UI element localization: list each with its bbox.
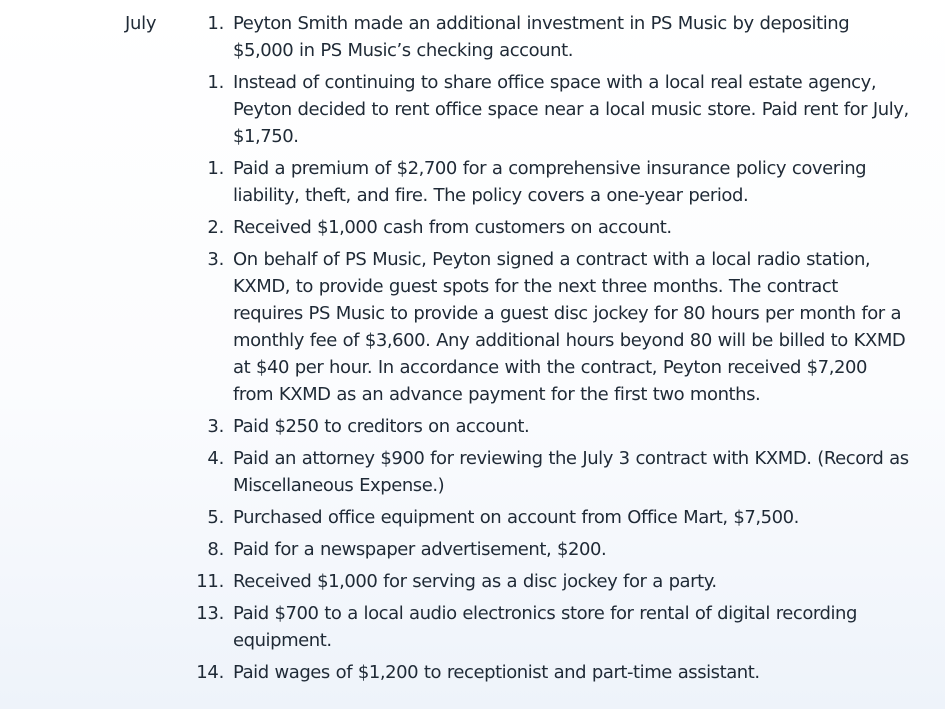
transaction-text: Paid $700 to a local audio electronics store for rental of digital recording equipment. [233, 603, 857, 651]
transaction-entry [190, 568, 910, 595]
transaction-day: 13. [196, 603, 224, 624]
transaction-text: On behalf of PS Music, Peyton signed a contract with a local radio station, KXMD, to provide guest spots for the next three months. The contract requires PS Music to provide a guest disc jockey for 80 hours per month for a monthly fee of $3,600. Any additional hours beyond 80 will be billed to KXMD at $40 per hour. In accordance with the contract, Peyton received $7,200 from KXMD as an advance payment for the first two months. [233, 249, 906, 405]
month-label: July [125, 13, 157, 34]
transaction-day: 3. [207, 249, 224, 270]
transaction-entry [190, 659, 910, 686]
transaction-text: Purchased office equipment on account from Office Mart, $7,500. [233, 507, 799, 528]
transaction-entry [190, 155, 910, 209]
transaction-day: 8. [207, 539, 224, 560]
transaction-day: 11. [196, 571, 224, 592]
transaction-entry [190, 445, 910, 499]
transaction-text: Paid a premium of $2,700 for a comprehensive insurance policy covering liability, theft, and fire. The policy covers a one-year period. [233, 158, 867, 206]
transaction-entry [190, 214, 910, 241]
transaction-text: Received $1,000 for serving as a disc jockey for a party. [233, 571, 717, 592]
transaction-day: 2. [207, 217, 224, 238]
transaction-entry [190, 246, 910, 408]
transaction-day: 1. [207, 72, 224, 93]
transaction-text: Paid wages of $1,200 to receptionist and part-time assistant. [233, 662, 760, 683]
transaction-day: 14. [196, 662, 224, 683]
transaction-day: 3. [207, 416, 224, 437]
transaction-day: 1. [207, 158, 224, 179]
transaction-entry [190, 600, 910, 654]
transaction-text: Received $1,000 cash from customers on account. [233, 217, 672, 238]
transaction-text: Peyton Smith made an additional investment in PS Music by depositing $5,000 in PS Music’s checking account. [233, 13, 850, 61]
transaction-entry [190, 504, 910, 531]
transaction-entry [190, 69, 910, 150]
transaction-text: Paid an attorney $900 for reviewing the July 3 contract with KXMD. (Record as Miscellaneous Expense.) [233, 448, 909, 496]
transaction-text: Instead of continuing to share office space with a local real estate agency, Peyton decided to rent office space near a local music store. Paid rent for July, $1,750. [233, 72, 909, 147]
transaction-day: 4. [207, 448, 224, 469]
transaction-entry [190, 413, 910, 440]
transaction-entry [190, 536, 910, 563]
transaction-text: Paid $250 to creditors on account. [233, 416, 530, 437]
transaction-entry [190, 10, 910, 64]
transaction-day: 5. [207, 507, 224, 528]
transaction-text: Paid for a newspaper advertisement, $200. [233, 539, 607, 560]
transaction-list [190, 10, 910, 691]
transaction-day: 1. [207, 13, 224, 34]
